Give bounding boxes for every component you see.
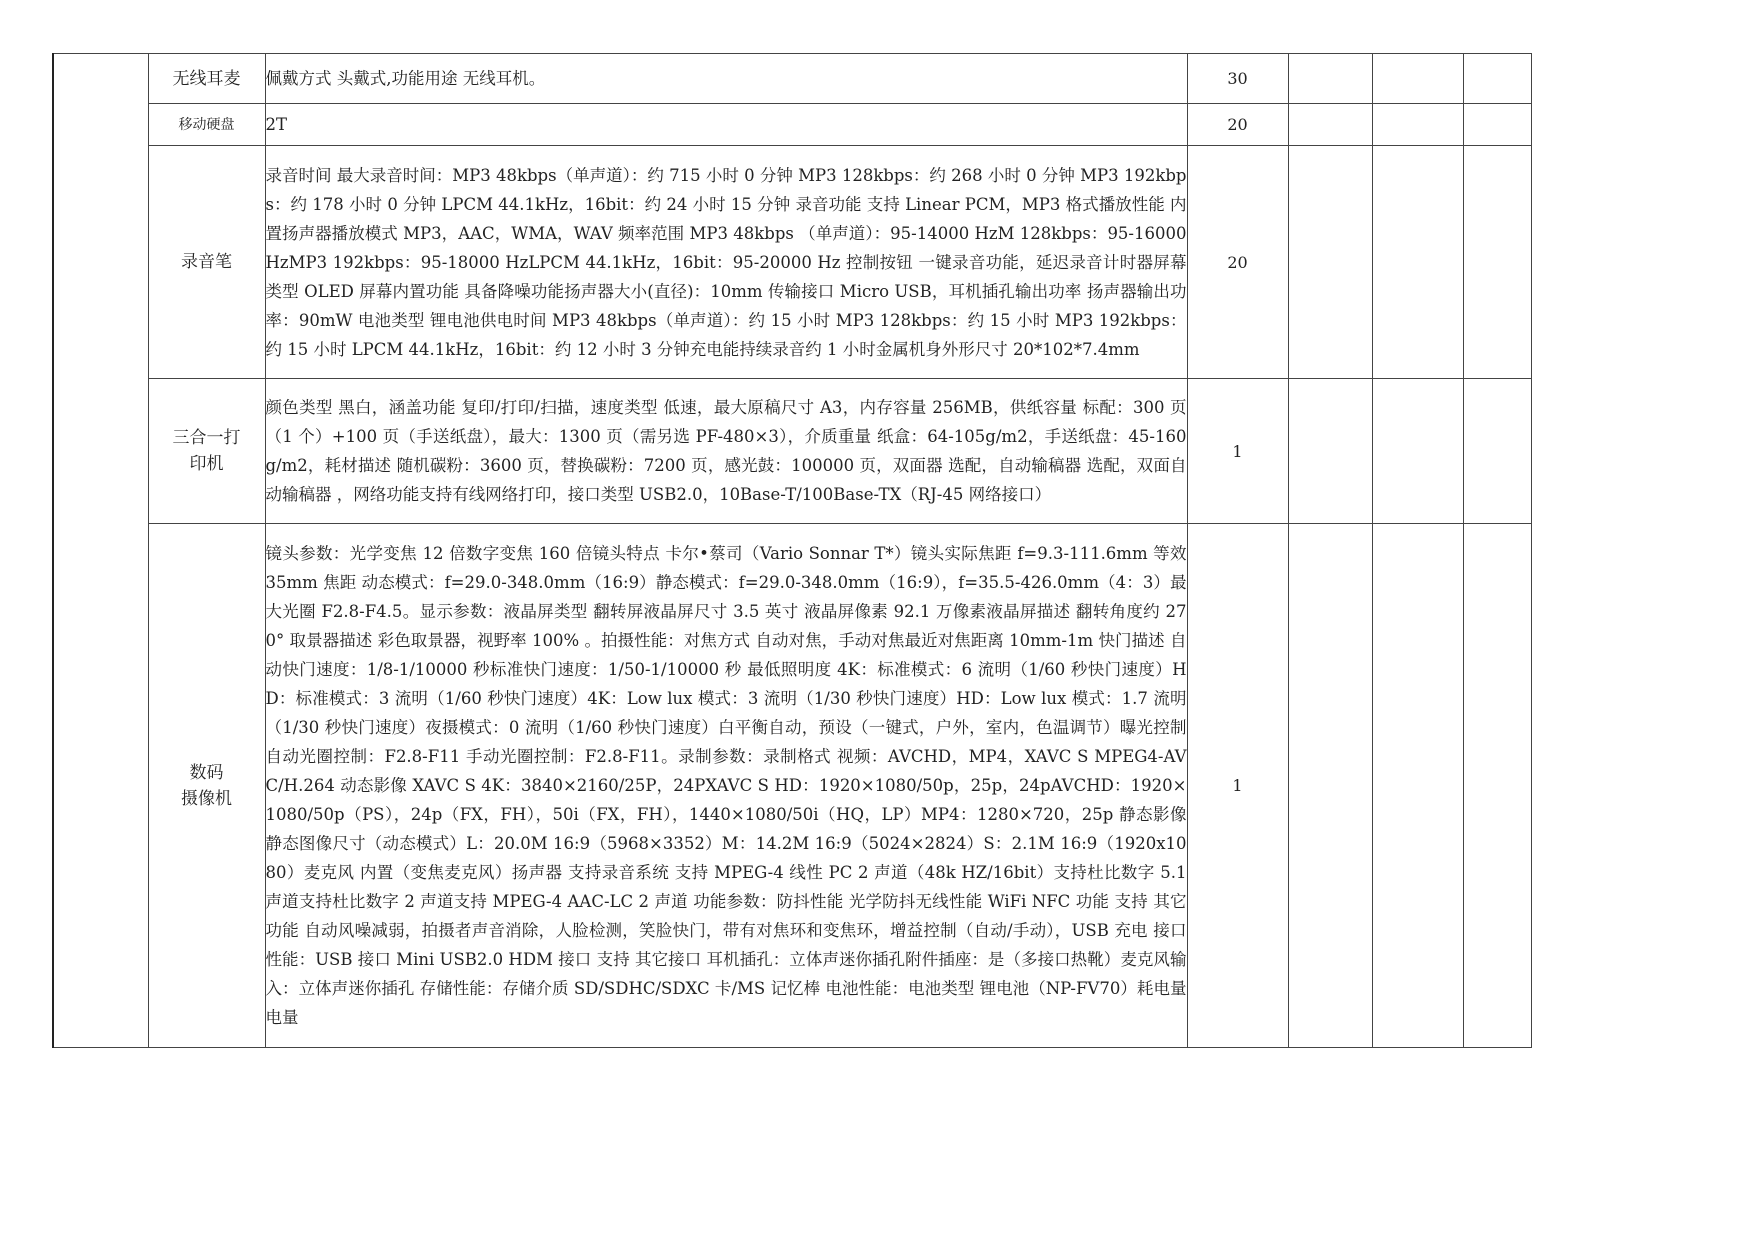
table-row [53,54,1531,104]
item-qty-cell: 20 [1187,146,1288,379]
item-qty-cell: 1 [1187,524,1288,1048]
empty-cell [1463,146,1531,379]
item-spec-cell: 颜色类型 黑白，涵盖功能 复印/打印/扫描，速度类型 低速，最大原稿尺寸 A3，内存容量 256MB，供纸容量 标配：300 页（1 个）+100 页（手送纸盘），最大：1300 页（需另选 PF-480×3），介质重量 纸盒：64-105g/m2，手送纸盘：45-160g/m2，耗材描述 随机碳粉：3600 页，替换碳粉：7200 页，感光鼓：100000 页，双面器 选配，自动输稿器 选配，双面自动输稿器 ，网络功能支持有线网络打印，接口类型 USB2.0，10Base-T/100Base-TX（RJ-45 网络接口） [265,379,1187,524]
table-row [53,104,1531,146]
empty-cell [1463,104,1531,146]
empty-cell [1463,524,1531,1048]
empty-cell [1463,54,1531,104]
empty-cell [1372,54,1463,104]
blank-category-cell [53,54,148,1048]
item-name-cell: 录音笔 [148,146,265,379]
product-spec-table [52,53,1532,1048]
table-row [53,524,1531,1048]
empty-cell [1372,146,1463,379]
table-row [53,146,1531,379]
item-qty-cell: 30 [1187,54,1288,104]
empty-cell [1372,379,1463,524]
empty-cell [1372,524,1463,1048]
empty-cell [1288,146,1372,379]
empty-cell [1372,104,1463,146]
item-spec-cell: 佩戴方式 头戴式,功能用途 无线耳机。 [265,54,1187,104]
item-name-cell: 移动硬盘 [148,104,265,146]
item-qty-cell: 1 [1187,379,1288,524]
item-spec-cell: 2T [265,104,1187,146]
item-name-cell: 数码 摄像机 [148,524,265,1048]
item-qty-cell: 20 [1187,104,1288,146]
item-name-cell: 三合一打印机 [148,379,265,524]
item-name-cell: 无线耳麦 [148,54,265,104]
empty-cell [1288,524,1372,1048]
item-spec-cell: 录音时间 最大录音时间：MP3 48kbps（单声道）：约 715 小时 0 分钟 MP3 128kbps：约 268 小时 0 分钟 MP3 192kbps：约 178 小时 0 分钟 LPCM 44.1kHz，16bit：约 24 小时 15 分钟 录音功能 支持 Linear PCM，MP3 格式播放性能 内置扬声器播放模式 MP3，AAC，WMA，WAV 频率范围 MP3 48kbps （单声道）：95-14000 HzM 128kbps：95-16000 HzMP3 192kbps：95-18000 HzLPCM 44.1kHz，16bit：95-20000 Hz 控制按钮 一键录音功能，延迟录音计时器屏幕类型 OLED 屏幕内置功能 具备降噪功能扬声器大小(直径)：10mm 传输接口 Micro USB，耳机插孔输出功率 扬声器输出功率：90mW 电池类型 锂电池供电时间 MP3 48kbps（单声道）：约 15 小时 MP3 128kbps：约 15 小时 MP3 192kbps：约 15 小时 LPCM 44.1kHz，16bit：约 12 小时 3 分钟充电能持续录音约 1 小时金属机身外形尺寸 20*102*7.4mm [265,146,1187,379]
item-spec-text: 镜头参数：光学变焦 12 倍数字变焦 160 倍镜头特点 卡尔•蔡司（Vario Sonnar T*）镜头实际焦距 f=9.3-111.6mm 等效 35mm 焦距 动态模式：f=29.0-348.0mm（16:9）静态模式：f=29.0-348.0mm（16:9），f=35.5-426.0mm（4：3）最大光圈 F2.8-F4.5。显示参数：液晶屏类型 翻转屏液晶屏尺寸 3.5 英寸 液晶屏像素 92.1 万像素液晶屏描述 翻转角度约 270° 取景器描述 彩色取景器，视野率 100% 。拍摄性能：对焦方式 自动对焦，手动对焦最近对焦距离 10mm-1m 快门描述 自动快门速度：1/8-1/10000 秒标准快门速度：1/50-1/10000 秒 最低照明度 4K：标准模式：6 流明（1/60 秒快门速度）HD：标准模式：3 流明（1/60 秒快门速度）4K：Low lux 模式：3 流明（1/30 秒快门速度）HD：Low lux 模式：1.7 流明（1/30 秒快门速度）夜摄模式：0 流明（1/60 秒快门速度）白平衡自动，预设（一键式，户外，室内，色温调节）曝光控制 自动光圈控制：F2.8-F11 手动光圈控制：F2.8-F11。录制参数：录制格式 视频：AVCHD，MP4，XAVC S MPEG4-AVC/H.264 动态影像 XAVC S 4K：3840×2160/25P，24PXAVC S HD：1920×1080/50p，25p，24pAVCHD：1920×1080/50p（PS），24p（FX，FH），50i（FX，FH），1440×1080/50i（HQ，LP）MP4：1280×720，25p 静态影像 静态图像尺寸（动态模式）L：20.0M 16:9（5968×3352）M：14.2M 16:9（5024×2824）S：2.1M 16:9（1920x1080）麦克风 内置（变焦麦克风）扬声器 支持录音系统 支持 MPEG-4 线性 PC 2 声道（48k HZ/16bit）支持杜比数字 5.1 声道支持杜比数字 2 声道支持 MPEG-4 AAC-LC 2 声道 功能参数：防抖性能 光学防抖无线性能 WiFi NFC 功能 支持 其它功能 自动风噪减弱，拍摄者声音消除，人脸检测，笑脸快门，带有对焦环和变焦环，增益控制（自动/手动），USB 充电 接口性能：USB 接口 Mini USB2.0 HDM 接口 支持 其它接口 耳机插孔：立体声迷你插孔附件插座：是（多接口热靴）麦克风输入：立体声迷你插孔 存储性能：存储介质 SD/SDHC/SDXC 卡/MS 记忆棒 电池性能：电池类型 锂电池（NP-FV70）耗电量 电量 [265,544,1187,1027]
empty-cell [1463,379,1531,524]
item-spec-cell [265,524,1187,1048]
empty-cell [1288,379,1372,524]
empty-cell [1288,54,1372,104]
empty-cell [1288,104,1372,146]
table-row [53,379,1531,524]
